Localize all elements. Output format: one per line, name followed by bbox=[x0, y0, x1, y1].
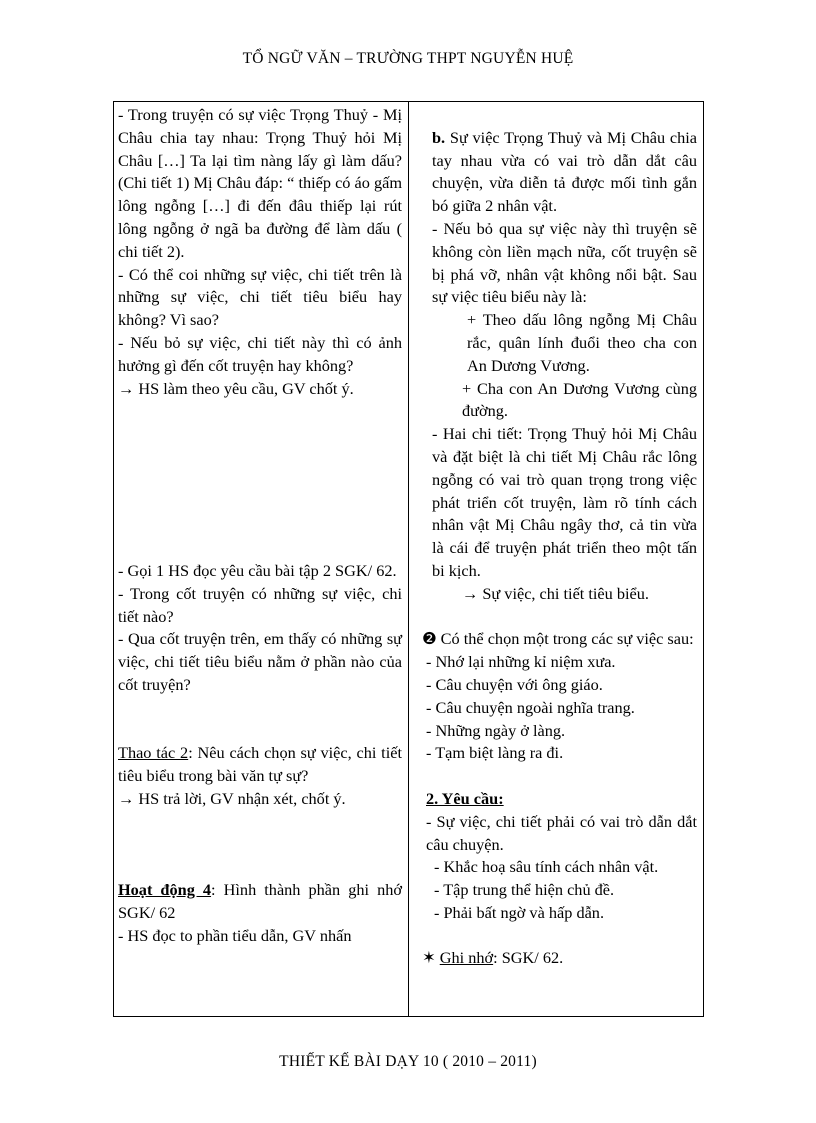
requirement-item: - Khắc hoạ sâu tính cách nhân vật. bbox=[434, 857, 659, 877]
content-paragraph: ❷ Có thể chọn một trong các sự việc sau: bbox=[422, 629, 694, 649]
task-2-label: Thao tác 2 bbox=[118, 743, 189, 763]
instruction-text: - HS đọc to phần tiểu dẫn, GV nhấn bbox=[118, 925, 352, 945]
activity-4-text: : Hình thành phần ghi nhớ SGK/ 62 bbox=[118, 880, 402, 922]
activity-4-label: Hoạt động 4 bbox=[118, 880, 212, 900]
question-text: - Trong truyện có sự việc Trọng Thuỷ - Mị Châu chia tay nhau: Trọng Thuỷ hỏi Mị Châu […] Ta lại tìm nàng lấy gì làm dấu? (Chi tiết 1) Mị Châu đáp: “ thiếp có áo gấm lông ngỗng […] đi đến đâu thiếp lại rút lông ngỗng ở ngã ba đường để làm dấu ( chi tiết 2). bbox=[118, 105, 402, 261]
question-text: - Trong cốt truyện có những sự việc, chi tiết nào? bbox=[118, 583, 402, 626]
star-icon: ✶ bbox=[422, 948, 436, 968]
requirement-item: - Sự việc, chi tiết phải có vai trò dẫn dắt câu chuyện. bbox=[426, 811, 697, 854]
question-text: - Gọi 1 HS đọc yêu cầu bài tập 2 SGK/ 62. bbox=[118, 560, 397, 580]
page-header: TỔ NGỮ VĂN – TRƯỜNG THPT NGUYỄN HUỆ bbox=[242, 50, 574, 67]
activity-4-paragraph bbox=[118, 879, 402, 925]
memo-paragraph bbox=[412, 947, 697, 970]
section-b-label: b. bbox=[432, 127, 446, 147]
question-text: - Có thể coi những sự việc, chi tiết trên là những sự việc, chi tiết tiêu biểu hay không? Vì sao? bbox=[118, 264, 402, 330]
requirement-item: - Phải bất ngờ và hấp dẫn. bbox=[434, 902, 605, 922]
list-item: - Câu chuyện ngoài nghĩa trang. bbox=[426, 697, 635, 717]
content-paragraph: - Nếu bỏ qua sự việc này thì truyện sẽ không còn liền mạch nữa, cốt truyện sẽ bị phá vỡ, nhân vật không nổi bật. Sau sự việc tiêu biểu này là: bbox=[432, 218, 697, 307]
task-2-text: : Nêu cách chọn sự việc, chi tiết tiêu biểu trong bài văn tự sự? bbox=[118, 743, 402, 786]
requirements-heading: 2. Yêu cầu: bbox=[426, 788, 504, 808]
instruction-text: → HS làm theo yêu cầu, GV chốt ý. bbox=[118, 378, 354, 398]
section-b-text: Sự việc Trọng Thuỷ và Mị Châu chia tay nhau vừa có vai trò dẫn dắt câu chuyện, vừa diễn tả được mối tình gắn bó giữa 2 nhân vật. bbox=[432, 127, 697, 216]
requirement-item: - Tập trung thể hiện chủ đề. bbox=[434, 880, 615, 900]
memo-text: : SGK/ 62. bbox=[493, 948, 564, 968]
question-text: - Nếu bỏ sự việc, chi tiết này thì có ảnh hưởng gì đến cốt truyện hay không? bbox=[118, 332, 402, 375]
question-text: - Qua cốt truyện trên, em thấy có những sự việc, chi tiết tiêu biểu nằm ở phần nào của cốt truyện? bbox=[118, 629, 402, 694]
content-paragraph: - Hai chi tiết: Trọng Thuỷ hỏi Mị Châu và đặt biệt là chi tiết Mị Châu rắc lông ngỗng có vai trò quan trọng trong việc phát triển cốt truyện, làm rõ tính cách nhân vật Mị Châu ngây thơ, cả tin vừa là cái để truyện phát triển theo một tấn bi kịch. bbox=[432, 424, 697, 580]
content-paragraph: + Theo dấu lông ngỗng Mị Châu rắc, quân lính đuổi theo cha con An Dương Vương. bbox=[467, 310, 697, 375]
teacher-student-activities-column bbox=[118, 104, 402, 947]
list-item: - Câu chuyện với ông giáo. bbox=[426, 674, 603, 694]
memo-label: Ghi nhớ bbox=[439, 948, 494, 968]
page-footer: THIẾT KẾ BÀI DẠY 10 ( 2010 – 2011) bbox=[279, 1053, 537, 1070]
instruction-text: → HS trả lời, GV nhận xét, chốt ý. bbox=[118, 788, 346, 808]
list-item: - Nhớ lại những kỉ niệm xưa. bbox=[426, 652, 616, 672]
content-paragraph: + Cha con An Dương Vương cùng đường. bbox=[462, 378, 697, 421]
section-b-paragraph bbox=[412, 127, 697, 218]
list-item: - Tạm biệt làng ra đi. bbox=[426, 743, 564, 763]
content-column bbox=[412, 104, 697, 970]
list-item: - Những ngày ở làng. bbox=[426, 720, 566, 740]
task-2-paragraph bbox=[118, 742, 402, 788]
column-divider bbox=[408, 102, 409, 1016]
lesson-table bbox=[113, 101, 704, 1017]
conclusion-text: → Sự việc, chi tiết tiêu biểu. bbox=[462, 583, 649, 603]
